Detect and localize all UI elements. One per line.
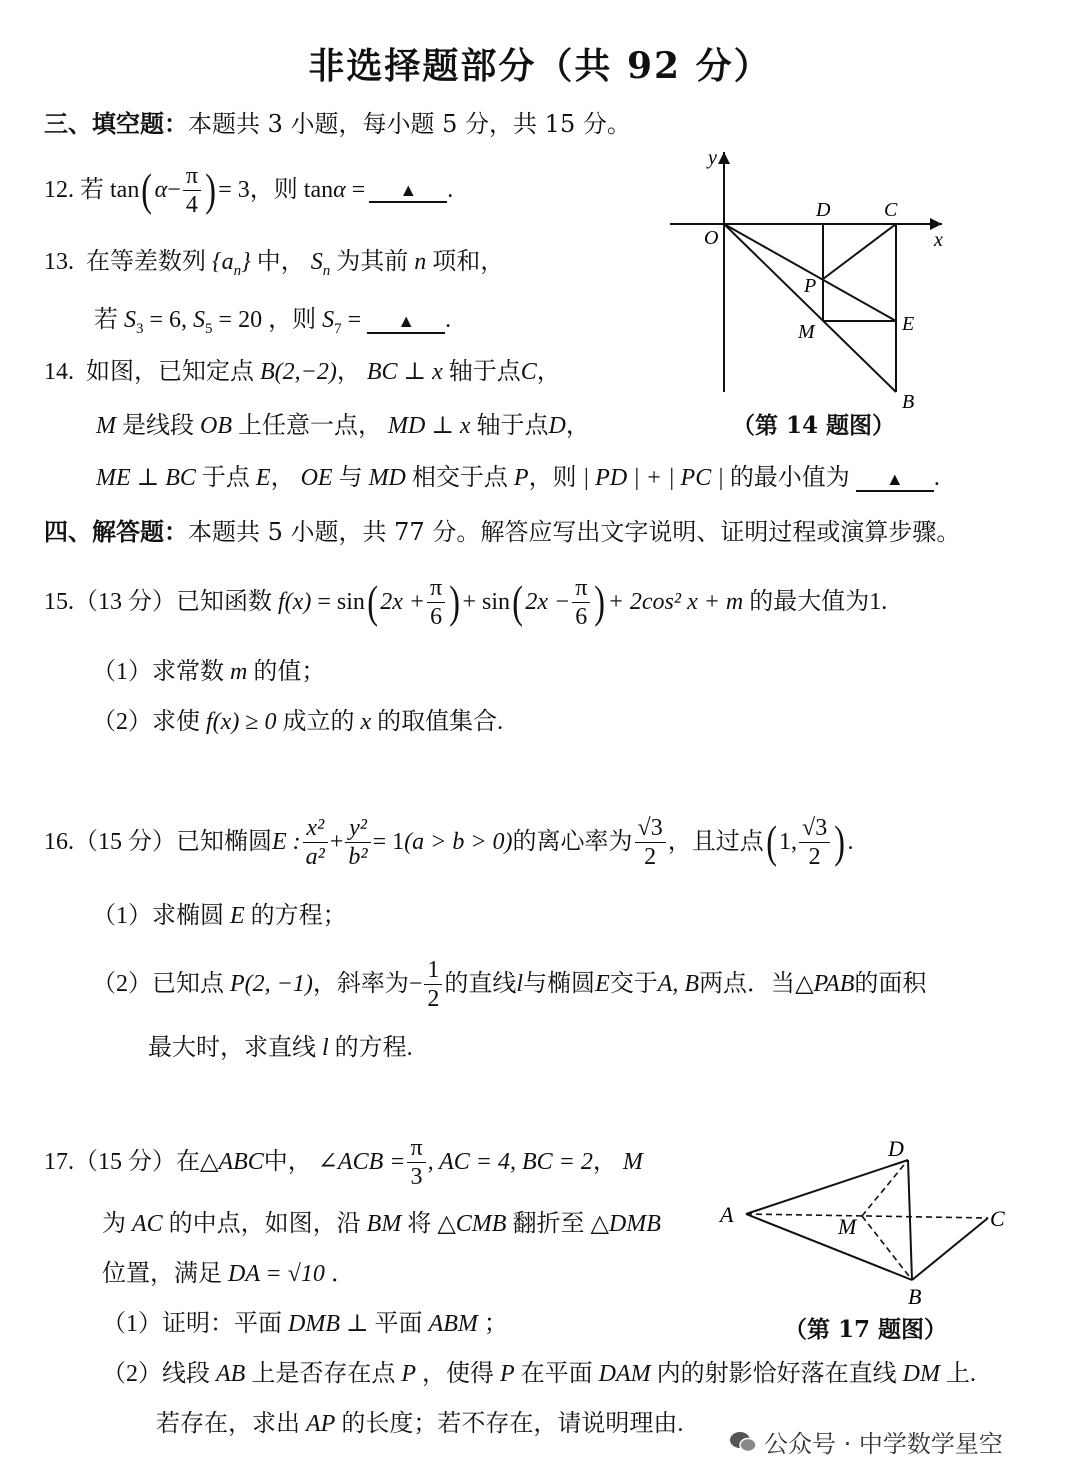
right-paren: ) xyxy=(834,816,846,867)
q14-text-at: 于点 xyxy=(201,465,250,491)
q12-tan: tan xyxy=(110,177,140,203)
q17-l2-cmb: △CMB xyxy=(437,1211,507,1237)
segment-ob xyxy=(724,224,896,392)
q15-frac1-den: 6 xyxy=(430,603,443,630)
q16-text-pass: ，且过点 xyxy=(667,829,764,855)
q16-frac-pt xyxy=(799,816,830,869)
q12-alpha: α xyxy=(154,177,168,203)
q16-part2-line2 xyxy=(148,1036,413,1060)
q16-eq-one: = 1 xyxy=(372,829,405,855)
q15-frac2 xyxy=(572,576,590,629)
q15-text-max: 的最大值为 xyxy=(749,589,870,615)
q15-number: 15. xyxy=(44,589,74,615)
q12-fraction xyxy=(183,164,201,217)
q14-text-min: 的最小值为 xyxy=(729,465,850,491)
q16-p2-ab: A, B xyxy=(657,971,700,997)
left-paren: ( xyxy=(141,164,153,215)
q16-pt-r3: √3 xyxy=(799,816,830,843)
edge-db xyxy=(908,1160,912,1280)
section-3-header xyxy=(44,109,631,138)
q15-p2-text: （2）求使 xyxy=(92,709,200,735)
q12-text-if: 若 xyxy=(80,177,104,203)
q17-p2-such: ，使得 xyxy=(422,1361,494,1387)
question-14-line2 xyxy=(96,414,590,438)
section-4-label: 四、解答题： xyxy=(44,517,188,546)
q14-text-c: 轴于点 xyxy=(448,359,521,385)
q17-p2-p: P xyxy=(401,1361,416,1387)
q12-frac-den: 4 xyxy=(185,191,198,218)
q14-m: M xyxy=(96,413,116,439)
q16-p2-line: 的直线 xyxy=(444,971,517,997)
segment-oe xyxy=(724,224,896,321)
q15-p1-text: （1）求常数 xyxy=(92,659,224,685)
wechat-icon xyxy=(728,1429,758,1455)
q14-point-b: B(2,−2) xyxy=(260,359,337,385)
q17-l2-ac: AC xyxy=(132,1211,163,1237)
q16-p3-end: 的方程. xyxy=(334,1035,413,1061)
q13-s5: S xyxy=(193,307,206,333)
label-m: M xyxy=(798,321,815,343)
blank-triangle-icon: ▲ xyxy=(397,311,416,331)
q17-l3-end: ． xyxy=(330,1261,355,1287)
q13-text-b: 中， xyxy=(256,249,305,275)
q14-comma4: ， xyxy=(270,465,295,491)
q16-text-a: 已知椭圆 xyxy=(176,829,272,855)
q17-p3-ap: AP xyxy=(306,1411,336,1437)
q13-s: S xyxy=(310,249,323,275)
q17-score: （15 分） xyxy=(74,1149,176,1175)
q15-p2-text-b: 成立的 xyxy=(282,709,355,735)
q14-text-seg: 是线段 xyxy=(122,413,194,439)
q17-tri: △ABC xyxy=(200,1149,264,1175)
q17-comma: ， xyxy=(592,1149,617,1175)
q16-pt-x: 1, xyxy=(779,829,798,855)
label-b: B xyxy=(902,391,915,413)
q15-p2-cond: f(x) ≥ 0 xyxy=(206,709,277,735)
q14-md: MD xyxy=(368,465,406,491)
q14-p: P xyxy=(513,465,529,491)
q16-cond: (a > b > 0) xyxy=(404,829,513,855)
q14-text-meet: 相交于点 xyxy=(411,465,508,491)
q14-text-then: ，则 xyxy=(528,465,577,491)
q16-frac-ecc xyxy=(635,816,666,869)
q16-b2: b² xyxy=(348,843,368,870)
q17-part1 xyxy=(102,1312,508,1336)
q12-minus: − xyxy=(167,177,181,203)
q15-p1-end: 的值； xyxy=(253,659,326,685)
q13-text: 在等差数列 xyxy=(86,249,206,275)
q17-p2-proj: 内的射影恰好落在直线 xyxy=(656,1361,897,1387)
q16-p2-tri: △PAB xyxy=(795,971,855,997)
q14-comma2: ， xyxy=(536,359,561,385)
label-c: C xyxy=(990,1206,1005,1231)
q16-p3-l: l xyxy=(322,1035,329,1061)
edge-ad xyxy=(746,1160,908,1214)
label-p: P xyxy=(804,275,817,297)
q13-seq-end: } xyxy=(241,249,251,275)
q16-p2-slope: ，斜率为 xyxy=(312,971,409,997)
q15-frac2-num: π xyxy=(572,576,590,603)
q17-p2-dm: DM xyxy=(902,1361,940,1387)
q17-number: 17. xyxy=(44,1149,74,1175)
q17-l2-is: 为 xyxy=(102,1211,126,1237)
q13-s3: S xyxy=(124,307,136,333)
q17-p3-text: 若存在，求出 xyxy=(156,1411,300,1437)
q13-s3-sub: 3 xyxy=(136,320,144,337)
q17-part2-line2 xyxy=(156,1412,683,1436)
question-16 xyxy=(44,810,854,874)
q16-p2-l: l xyxy=(516,971,524,997)
q17-frac-num: π xyxy=(407,1136,425,1163)
q15-plus-sin: + sin xyxy=(462,589,511,615)
q17-p1-end: ； xyxy=(483,1311,508,1337)
q17-text-mid: 中， xyxy=(263,1149,312,1175)
edge-bc xyxy=(912,1218,988,1280)
label-a: A xyxy=(720,1202,734,1227)
q16-x2: x² xyxy=(303,816,328,843)
q16-p2-area: 的面积 xyxy=(854,971,927,997)
q16-text-ecc: 的离心率为 xyxy=(512,829,633,855)
question-14-line1 xyxy=(44,360,561,384)
right-paren: ) xyxy=(594,576,606,627)
left-paren: ( xyxy=(512,576,524,627)
q16-e: E : xyxy=(272,829,301,855)
q14-ob: OB xyxy=(200,413,232,439)
q13-seq xyxy=(212,249,251,279)
section-4-desc: 本题共 5 小题，共 77 分。解答应写出文字说明、证明过程或演算步骤。 xyxy=(188,518,961,546)
q16-plus: + xyxy=(329,829,344,855)
q15-p2-end: 的取值集合. xyxy=(377,709,504,735)
q16-two: 2 xyxy=(644,843,657,870)
q14-me-perp: ME ⊥ BC xyxy=(96,465,196,491)
q17-l2-fold: 将 xyxy=(407,1211,432,1237)
q17-frac xyxy=(407,1136,425,1189)
q17-l3-text: 位置，满足 xyxy=(102,1261,222,1287)
q15-p2-x: x xyxy=(360,709,372,735)
q14-number: 14. xyxy=(44,359,74,385)
q13-n: n xyxy=(414,249,427,275)
q13-s7: S xyxy=(322,307,335,333)
q16-period: . xyxy=(847,829,854,855)
q13-if: 若 xyxy=(94,307,118,333)
q14-oe: OE xyxy=(300,465,333,491)
q16-r3: √3 xyxy=(635,816,666,843)
q15-score: （13 分） xyxy=(74,589,176,615)
q16-p2-points: 两点．当 xyxy=(699,971,796,997)
q16-p3-text: 最大时，求直线 xyxy=(148,1035,316,1061)
q15-eq-sin: = sin xyxy=(317,589,365,615)
label-m: M xyxy=(838,1214,857,1239)
q16-frac-x xyxy=(303,816,328,869)
right-paren: ) xyxy=(205,164,216,215)
q12-equals2: = xyxy=(351,177,366,203)
label-d: D xyxy=(816,199,831,221)
q17-frac-den: 3 xyxy=(410,1163,423,1190)
label-b: B xyxy=(908,1284,922,1309)
label-y: y xyxy=(708,147,717,169)
label-o: O xyxy=(704,227,719,249)
q13-s-sub: n xyxy=(322,262,331,279)
q15-fx: f(x) xyxy=(278,589,312,615)
q17-p1-text: （1）证明：平面 xyxy=(102,1311,282,1337)
q16-p2-e: E xyxy=(595,971,610,997)
q14-text-any: 上任意一点， xyxy=(238,413,382,439)
q13-answer-blank xyxy=(367,308,445,334)
q13-s5-sub: 5 xyxy=(205,320,213,337)
question-13-line2: 若 $S_3 = 6$, $S_5 = 20$ ，则 $S_7$ = ▲ . xyxy=(94,307,452,337)
q17-values: , AC = 4, BC = 2 xyxy=(427,1149,593,1175)
q13-eq-6: = 6, xyxy=(149,307,194,333)
q16-p1-text: （1）求椭圆 xyxy=(92,903,224,929)
q17-l3-da: DA = √10 xyxy=(228,1261,325,1287)
q13-number: 13. xyxy=(44,249,74,275)
q17-l2-dmb: △DMB xyxy=(590,1211,661,1237)
q13-text-c: 为其前 xyxy=(336,249,409,275)
figure-17 xyxy=(712,1134,1022,1314)
q16-p2-neg: − xyxy=(408,971,423,997)
question-17-line3 xyxy=(102,1262,355,1286)
q17-p2-ab: AB xyxy=(216,1361,246,1387)
q14-d: D xyxy=(548,413,566,439)
q13-seq-sub: n xyxy=(233,262,242,279)
label-d: D xyxy=(888,1136,904,1161)
label-c: C xyxy=(884,199,898,221)
q15-part2 xyxy=(92,710,503,734)
question-14-line3: ME ⊥ BC 于点 E， OE 与 MD 相交于点 P，则 | PD | + | PC | 的最小值为 ▲ . xyxy=(96,465,940,491)
q14-bc-perp: BC ⊥ x xyxy=(366,359,443,385)
q14-answer-blank xyxy=(856,466,934,492)
q17-part2 xyxy=(102,1362,976,1386)
q16-p2-meet: 交于 xyxy=(609,971,658,997)
q13-eq-20: = 20 ，则 xyxy=(218,307,317,333)
q12-equals: = 3，则 tan xyxy=(218,177,334,203)
q12-frac-num: π xyxy=(183,164,201,191)
q15-frac1-num: π xyxy=(427,576,445,603)
q12-answer-blank xyxy=(369,177,447,203)
q16-p2-point: P(2, −1) xyxy=(230,971,313,997)
label-e: E xyxy=(902,313,915,335)
q15-frac2-den: 6 xyxy=(575,603,588,630)
q17-l2-bm: BM xyxy=(366,1211,402,1237)
q17-m: M xyxy=(622,1149,643,1175)
q17-p1-perp: ⊥ 平面 xyxy=(345,1311,423,1337)
edge-ac xyxy=(746,1214,988,1218)
q16-p2-h1: 1 xyxy=(424,958,442,985)
q16-a2: a² xyxy=(305,843,325,870)
q17-p1-abm: ABM xyxy=(428,1311,478,1337)
q13-s7-sub: 7 xyxy=(334,320,342,337)
q17-text-in: 在 xyxy=(176,1149,200,1175)
q14-comma: ， xyxy=(336,359,361,385)
q15-tail: + 2cos² x + m xyxy=(607,589,744,615)
blank-triangle-icon: ▲ xyxy=(885,469,904,489)
q16-pt-two: 2 xyxy=(808,843,821,870)
q13-eq: = xyxy=(347,307,362,333)
question-12: 12. 若 tan ( α − $\frac{\pi}{4}$ ) = 3，则 tan α = ▲ . xyxy=(44,162,454,218)
q13-text-d: 项和， xyxy=(432,249,505,275)
q17-p2-exist: 上是否存在点 xyxy=(251,1361,396,1387)
q16-p1-end: 的方程； xyxy=(250,903,347,929)
q16-p2-h2: 2 xyxy=(427,985,440,1012)
q14-text-a: 如图，已知定点 xyxy=(86,359,254,385)
q15-term1: 2x + xyxy=(380,589,426,615)
q15-part1 xyxy=(92,660,325,684)
q17-p2-text: （2）线段 xyxy=(102,1361,210,1387)
q16-y2: y² xyxy=(345,816,370,843)
figure-14 xyxy=(660,140,960,440)
q16-p2-text: （2）已知点 xyxy=(92,971,224,997)
q12-number: 12. xyxy=(44,177,74,203)
q16-p2-frac xyxy=(424,958,442,1011)
q17-l2-to: 翻折至 xyxy=(512,1211,585,1237)
watermark-text: 公众号 · 中学数学星空 xyxy=(764,1430,1003,1458)
q15-frac1 xyxy=(427,576,445,629)
left-paren: ( xyxy=(367,576,378,627)
q13-seq-a: {a xyxy=(212,249,234,275)
figure-17-caption: （第 17 题图） xyxy=(784,1316,948,1343)
figure-14-caption: （第 14 题图） xyxy=(732,412,896,439)
q14-e: E xyxy=(255,465,271,491)
q17-angle: ∠ACB = xyxy=(317,1149,406,1175)
question-13-line1 xyxy=(44,250,504,279)
q16-score: （15 分） xyxy=(74,829,176,855)
segment-pc xyxy=(823,224,896,279)
q14-comma3: ， xyxy=(565,413,590,439)
right-paren: ) xyxy=(449,576,461,627)
q14-md-perp: MD ⊥ x xyxy=(388,413,471,439)
q17-p2-p2: P xyxy=(500,1361,515,1387)
q17-l2-text: 的中点，如图，沿 xyxy=(168,1211,361,1237)
section-4-header xyxy=(44,517,961,546)
q17-p3-end: 的长度；若不存在，请说明理由. xyxy=(341,1411,684,1437)
question-17-line1 xyxy=(44,1130,643,1194)
q15-term2: 2x − xyxy=(525,589,571,615)
page-title: 非选择题部分（共 92 分） xyxy=(308,45,772,87)
edge-ab xyxy=(746,1214,912,1280)
q15-text-a: 已知函数 xyxy=(176,589,272,615)
q17-p1-dmb: DMB xyxy=(288,1311,340,1337)
watermark xyxy=(728,1424,1003,1459)
q16-p2-with: 与椭圆 xyxy=(523,971,596,997)
q14-and: 与 xyxy=(338,465,363,491)
section-3-label: 三、填空题： xyxy=(44,109,188,138)
q17-p2-dam: DAM xyxy=(598,1361,651,1387)
q14-expression: | PD | + | PC | xyxy=(582,465,724,491)
q16-number: 16. xyxy=(44,829,74,855)
section-3-desc: 本题共 3 小题，每小题 5 分，共 15 分。 xyxy=(188,110,631,138)
question-17-line2 xyxy=(102,1212,661,1236)
q14-text-axis: 轴于点 xyxy=(476,413,549,439)
blank-triangle-icon: ▲ xyxy=(399,180,418,200)
q17-p2-plane: 在平面 xyxy=(520,1361,593,1387)
q16-part1 xyxy=(92,904,347,928)
q16-part2 xyxy=(92,952,926,1016)
q16-frac-y xyxy=(345,816,370,869)
q14-c: C xyxy=(520,359,537,385)
q12-alpha2: α xyxy=(333,177,346,203)
label-x: x xyxy=(934,229,943,251)
q15-one: 1. xyxy=(869,589,888,615)
q16-p1-e: E xyxy=(230,903,245,929)
q17-p2-end: 上. xyxy=(945,1361,976,1387)
left-paren: ( xyxy=(766,816,777,867)
question-15 xyxy=(44,570,887,634)
q15-p1-m: m xyxy=(230,659,248,685)
